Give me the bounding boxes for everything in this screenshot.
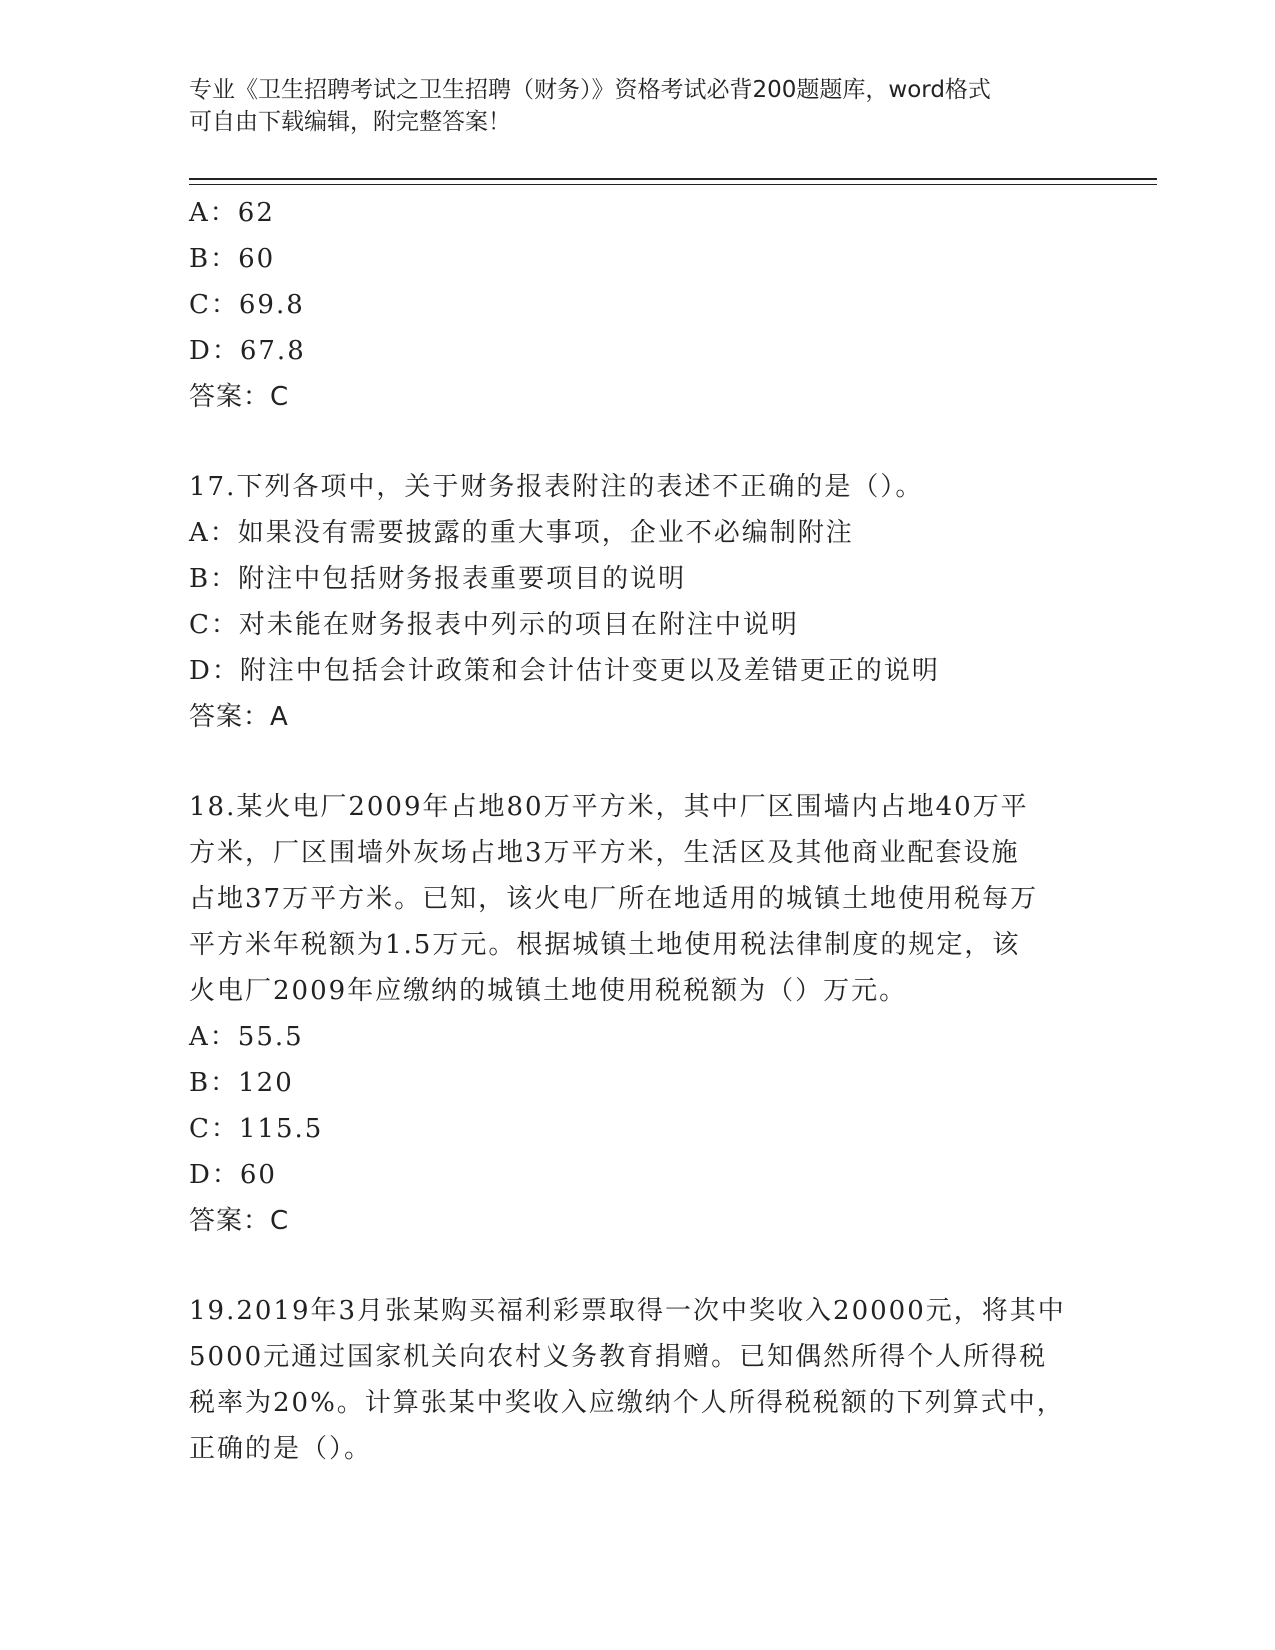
question-17-block (189, 464, 1089, 740)
option-d: D：60 (189, 1160, 277, 1190)
spacer (189, 420, 1089, 464)
question-stem-line-5: 火电厂2009年应缴纳的城镇土地使用税税额为（）万元。 (189, 976, 908, 1006)
option-a: A：55.5 (189, 1022, 304, 1052)
option-c: C：69.8 (189, 290, 305, 320)
question-stem-line-3: 税率为20%。计算张某中奖收入应缴纳个人所得税税额的下列算式中， (189, 1388, 1065, 1418)
header-rule-thin (189, 184, 1157, 185)
option-a: A：62 (189, 198, 275, 228)
option-b: B：120 (189, 1068, 294, 1098)
question-18-block (189, 784, 1089, 1244)
question-stem-line-3: 占地37万平方米。已知，该火电厂所在地适用的城镇土地使用税每万 (189, 884, 1039, 914)
option-c: C：115.5 (189, 1114, 324, 1144)
option-b: B：60 (189, 244, 276, 274)
question-stem-line-2: 5000元通过国家机关向农村义务教育捐赠。已知偶然所得个人所得税 (189, 1342, 1048, 1372)
question-content (189, 190, 1089, 1472)
question-16-block (189, 190, 1089, 420)
answer-line: 答案：A (189, 702, 289, 732)
header-rule-thick (189, 178, 1157, 180)
option-b: B：附注中包括财务报表重要项目的说明 (189, 564, 687, 594)
spacer (189, 1244, 1089, 1288)
spacer (189, 740, 1089, 784)
option-a: A：如果没有需要披露的重大事项，企业不必编制附注 (189, 518, 854, 548)
option-d: D：附注中包括会计政策和会计估计变更以及差错更正的说明 (189, 656, 940, 686)
document-header (189, 74, 1069, 138)
header-title-line-2: 可自由下载编辑，附完整答案！ (189, 109, 511, 135)
option-d: D：67.8 (189, 336, 306, 366)
answer-line: 答案：C (189, 1206, 290, 1236)
question-stem-line-4: 平方米年税额为1.5万元。根据城镇土地使用税法律制度的规定，该 (189, 930, 1021, 960)
option-c: C：对未能在财务报表中列示的项目在附注中说明 (189, 610, 799, 640)
question-stem: 17.下列各项中，关于财务报表附注的表述不正确的是（）。 (189, 472, 924, 502)
question-19-block (189, 1288, 1089, 1472)
question-stem-line-1: 19.2019年3月张某购买福利彩票取得一次中奖收入20000元，将其中 (189, 1296, 1066, 1326)
answer-line: 答案：C (189, 382, 290, 412)
header-title-line-1: 专业《卫生招聘考试之卫生招聘（财务）》资格考试必背200题题库，word格式 (189, 77, 991, 103)
question-stem-line-4: 正确的是（）。 (189, 1434, 373, 1464)
question-stem-line-1: 18.某火电厂2009年占地80万平方米，其中厂区围墙内占地40万平 (189, 792, 1029, 822)
question-stem-line-2: 方米，厂区围墙外灰场占地3万平方米，生活区及其他商业配套设施 (189, 838, 1020, 868)
